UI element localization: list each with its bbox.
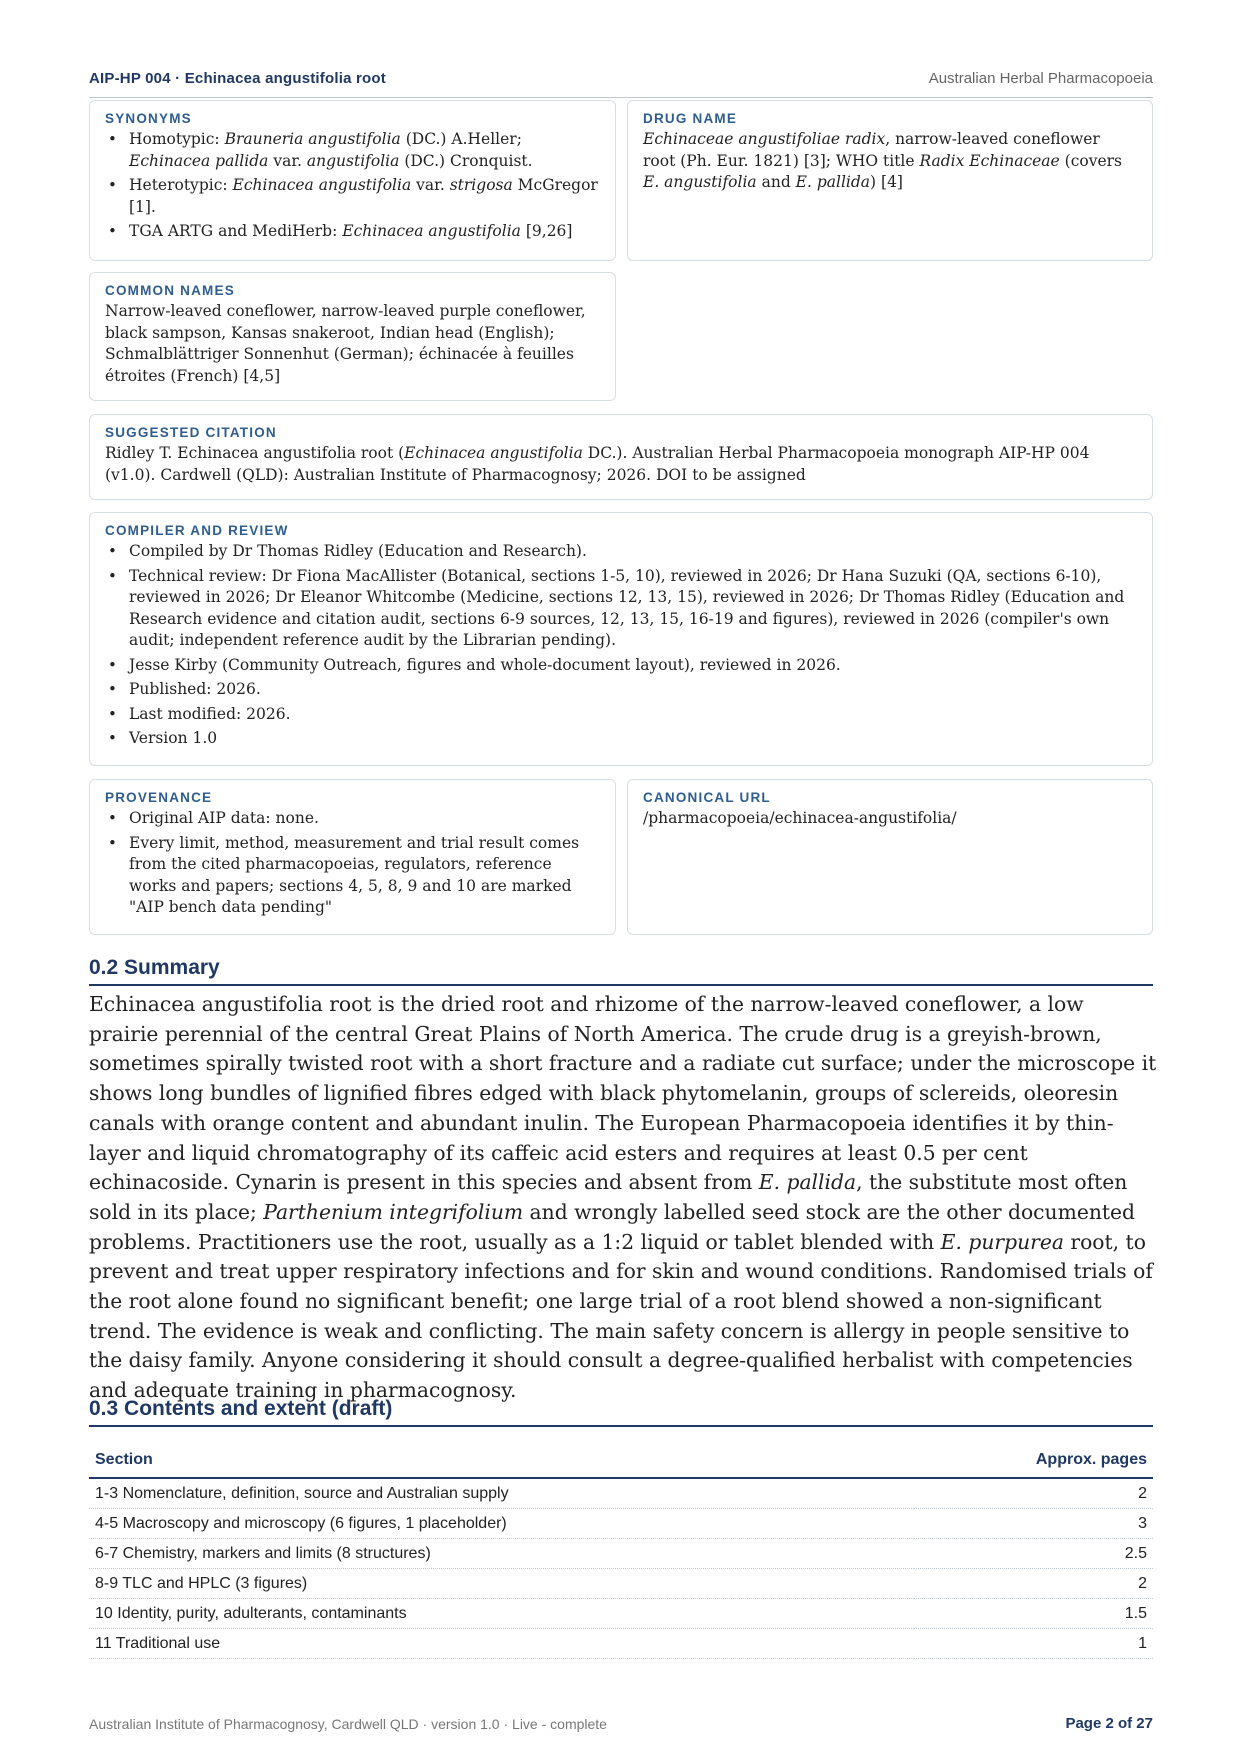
synonym-item: • Heterotypic: Echinacea angustifolia var. strigosa McGregor [1]. bbox=[105, 175, 600, 218]
canonical-url-label: CANONICAL URL bbox=[643, 790, 771, 805]
drug-name-text: Echinaceae angustifoliae radix, narrow-leaved coneflower root (Ph. Eur. 1821) [3]; WHO title Radix Echinaceae (covers E. angustifolia and E. pallida) [4] bbox=[643, 130, 1123, 191]
table-row bbox=[89, 1539, 1153, 1569]
contents-heading: 0.3 Contents and extent (draft) bbox=[89, 1397, 1153, 1427]
contents-header-row bbox=[89, 1444, 1153, 1478]
compiler-review-label: COMPILER AND REVIEW bbox=[105, 523, 289, 538]
provenance-box bbox=[89, 779, 616, 935]
drug-name-box bbox=[627, 100, 1153, 261]
section-cell: 10 Identity, purity, adulterants, contaminants bbox=[89, 1599, 914, 1629]
footer-publisher: Australian Institute of Pharmacognosy, Cardwell QLD · version 1.0 · Live - complete bbox=[89, 1716, 607, 1732]
reviewer-item: • Jesse Kirby (Community Outreach, figures and whole-document layout), reviewed in 2026. bbox=[105, 655, 1137, 677]
synonyms-list bbox=[105, 129, 600, 243]
publication-name: Australian Herbal Pharmacopoeia bbox=[928, 70, 1153, 87]
summary-heading: 0.2 Summary bbox=[89, 956, 1153, 986]
provenance-item: • Every limit, method, measurement and trial result comes from the cited pharmacopoeias, regulators, reference works and papers; sections 4, 5, 8, 9 and 10 are marked "AIP bench data pending" bbox=[105, 833, 600, 919]
compiler-item: • Compiled by Dr Thomas Ridley (Education and Research). bbox=[105, 541, 1137, 563]
table-row bbox=[89, 1629, 1153, 1659]
synonym-item: • TGA ARTG and MediHerb: Echinacea angustifolia [9,26] bbox=[105, 221, 600, 243]
citation-text: Ridley T. Echinacea angustifolia root (Echinacea angustifolia DC.). Australian Herbal Pharmacopoeia monograph AIP-HP 004 (v1.0). Cardwell (QLD): Australian Institute of Pharmacognosy; 2026. DOI to be assigned bbox=[105, 444, 1090, 484]
reviewer-item: • Technical review: Dr Fiona MacAllister (Botanical, sections 1-5, 10), reviewed in 2026; Dr Hana Suzuki (QA, sections 6-10), reviewed in 2026; Dr Eleanor Whitcombe (Medicine, sections 12, 13, 15), reviewed in 2026; Dr Thomas Ridley (Education and Research evidence and citation audit, sections 6-9 sources, 12, 13, 15, 16-19 and figures), reviewed in 2026 (compiler's own audit; independent reference audit by the Librarian pending). bbox=[105, 566, 1137, 652]
canonical-url[interactable]: /pharmacopoeia/echinacea-angustifolia/ bbox=[643, 809, 957, 827]
canonical-url-box bbox=[627, 779, 1153, 935]
document-id: AIP-HP 004 · Echinacea angustifolia root bbox=[89, 70, 386, 87]
pages-cell: 3 bbox=[914, 1509, 1153, 1539]
section-cell: 11 Traditional use bbox=[89, 1629, 914, 1659]
synonyms-label: SYNONYMS bbox=[105, 111, 192, 126]
common-names-label: COMMON NAMES bbox=[105, 283, 235, 298]
synonyms-box bbox=[89, 100, 616, 261]
table-row bbox=[89, 1569, 1153, 1599]
section-cell: 1-3 Nomenclature, definition, source and Australian supply bbox=[89, 1478, 914, 1509]
provenance-label: PROVENANCE bbox=[105, 790, 213, 805]
pages-cell: 1 bbox=[914, 1629, 1153, 1659]
common-names-box bbox=[89, 272, 616, 401]
table-row bbox=[89, 1509, 1153, 1539]
provenance-list bbox=[105, 808, 600, 919]
section-cell: 8-9 TLC and HPLC (3 figures) bbox=[89, 1569, 914, 1599]
pages-cell: 2 bbox=[914, 1569, 1153, 1599]
pages-column-header: Approx. pages bbox=[914, 1444, 1153, 1478]
section-cell: 4-5 Macroscopy and microscopy (6 figures, 1 placeholder) bbox=[89, 1509, 914, 1539]
synonym-item: • Homotypic: Brauneria angustifolia (DC.) A.Heller; Echinacea pallida var. angustifolia (DC.) Cronquist. bbox=[105, 129, 600, 172]
contents-table bbox=[89, 1444, 1153, 1659]
section-column-header: Section bbox=[89, 1444, 914, 1478]
section-cell: 6-7 Chemistry, markers and limits (8 structures) bbox=[89, 1539, 914, 1569]
table-row bbox=[89, 1599, 1153, 1629]
last-modified-item: • Last modified: 2026. bbox=[105, 704, 1137, 726]
pages-cell: 1.5 bbox=[914, 1599, 1153, 1629]
pages-cell: 2 bbox=[914, 1478, 1153, 1509]
published-item: • Published: 2026. bbox=[105, 679, 1137, 701]
compiler-review-list bbox=[105, 541, 1137, 750]
provenance-item: • Original AIP data: none. bbox=[105, 808, 600, 830]
citation-box bbox=[89, 414, 1153, 500]
common-names-text: Narrow-leaved coneflower, narrow-leaved purple coneflower, black sampson, Kansas snakeroot, Indian head (English); Schmalblättriger Sonnenhut (German); échinacée à feuilles étroites (French) [4,5] bbox=[105, 302, 586, 385]
version-item: • Version 1.0 bbox=[105, 728, 1137, 750]
citation-label: SUGGESTED CITATION bbox=[105, 425, 277, 440]
header-divider bbox=[89, 97, 1153, 98]
drug-name-label: DRUG NAME bbox=[643, 111, 738, 126]
summary-paragraph: Echinacea angustifolia root is the dried root and rhizome of the narrow-leaved coneflower, a low prairie perennial of the central Great Plains of North America. The crude drug is a greyish-brown, sometimes spirally twisted root with a short fracture and a radiate cut surface; under the microscope it shows long bundles of lignified fibres edged with black phytomelanin, groups of sclereids, oleoresin canals with orange content and abundant inulin. The European Pharmacopoeia identifies it by thin-layer and liquid chromatography of its caffeic acid esters and requires at least 0.5 per cent echinacoside. Cynarin is present in this species and absent from E. pallida, the substitute most often sold in its place; Parthenium integrifolium and wrongly labelled seed stock are the other documented problems. Practitioners use the root, usually as a 1:2 liquid or tablet blended with E. purpurea root, to prevent and treat upper respiratory infections and for skin and wound conditions. Randomised trials of the root alone found no significant benefit; one large trial of a root blend showed a non-significant trend. The evidence is weak and conflicting. The main safety concern is allergy in people sensitive to the daisy family. Anyone considering it should consult a degree-qualified herbalist with competencies and adequate training in pharmacognosy. bbox=[89, 992, 1157, 1403]
pages-cell: 2.5 bbox=[914, 1539, 1153, 1569]
running-header bbox=[89, 70, 1153, 90]
compiler-review-box bbox=[89, 512, 1153, 766]
table-row bbox=[89, 1478, 1153, 1509]
page-number: Page 2 of 27 bbox=[1065, 1715, 1153, 1732]
